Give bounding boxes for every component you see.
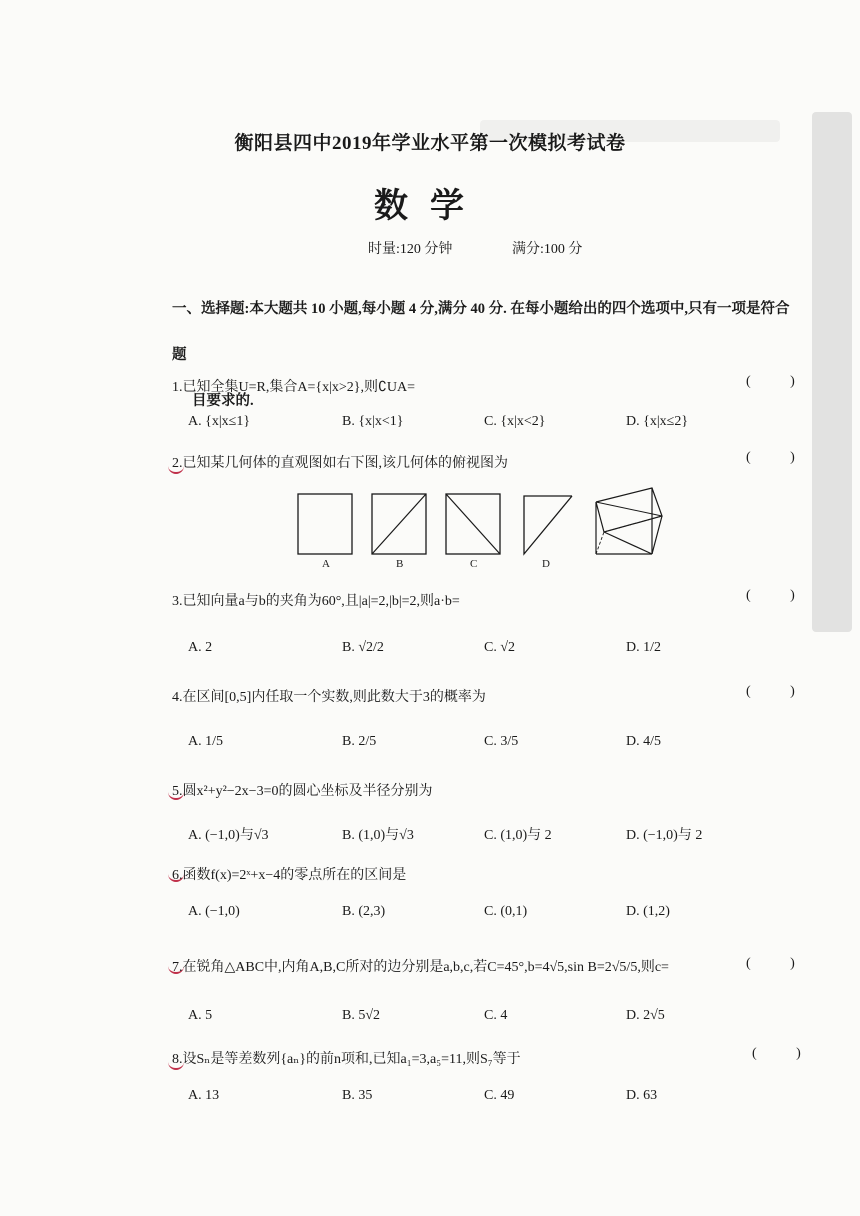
question-number: 5. <box>172 784 183 799</box>
figure-option-b[interactable] <box>370 492 430 556</box>
option-b[interactable]: B. (2,3) <box>342 904 386 919</box>
figure-option-d[interactable] <box>516 492 576 556</box>
option-b[interactable]: B. {x|x<1} <box>342 414 404 429</box>
option-d[interactable]: D. 1/2 <box>626 640 661 655</box>
option-a[interactable]: A. 2 <box>188 640 213 655</box>
answer-blank[interactable]: ( ) <box>746 684 813 699</box>
question-8 <box>172 1048 521 1068</box>
question-number: 1. <box>172 380 183 395</box>
solid-figure <box>590 480 670 570</box>
figure-label-a: A <box>322 558 330 570</box>
time-limit: 时量:120 分钟 <box>368 242 453 257</box>
option-c[interactable]: C. 3/5 <box>484 734 519 749</box>
question-text: 在区间[0,5]内任取一个实数,则此数大于3的概率为 <box>182 690 486 705</box>
option-d[interactable]: D. 4/5 <box>626 734 661 749</box>
answer-blank[interactable]: ( ) <box>752 1046 819 1061</box>
question-7 <box>172 956 669 976</box>
option-a[interactable]: A. (−1,0)与√3 <box>188 828 269 843</box>
question-number: 8. <box>172 1052 183 1067</box>
question-text: 已知全集U=R,集合A={x|x>2},则∁UA= <box>182 380 416 395</box>
option-b[interactable]: B. 5√2 <box>342 1008 381 1023</box>
option-d[interactable]: D. 2√5 <box>626 1008 665 1023</box>
section-heading <box>172 286 792 424</box>
question-2 <box>172 452 508 472</box>
question-text: 已知向量a与b的夹角为60°,且|a|=2,|b|=2,则a·b= <box>182 594 460 609</box>
figure-label-c: C <box>470 558 478 570</box>
question-text: 已知某几何体的直观图如右下图,该几何体的俯视图为 <box>182 456 508 471</box>
option-b[interactable]: B. (1,0)与√3 <box>342 828 414 843</box>
answer-blank[interactable]: ( ) <box>746 374 813 389</box>
question-number: 6. <box>172 868 183 883</box>
option-b[interactable]: B. √2/2 <box>342 640 384 655</box>
section-heading-line1: 一、选择题:本大题共 10 小题,每小题 4 分,满分 40 分. 在每小题给出的四个选项中,只有一项是符合题 <box>172 301 790 363</box>
option-c[interactable]: C. (0,1) <box>484 904 528 919</box>
option-d[interactable]: D. {x|x≤2} <box>626 414 689 429</box>
option-d[interactable]: D. (−1,0)与 2 <box>626 828 703 843</box>
option-b[interactable]: B. 2/5 <box>342 734 377 749</box>
option-a[interactable]: A. (−1,0) <box>188 904 240 919</box>
question-6 <box>172 864 406 884</box>
question-number: 4. <box>172 690 183 705</box>
answer-blank[interactable]: ( ) <box>746 956 813 971</box>
question-text: 函数f(x)=2ˣ+x−4的零点所在的区间是 <box>182 868 407 883</box>
subject-title: 数学 <box>374 188 486 225</box>
question-number: 7. <box>172 960 183 975</box>
figure-option-a[interactable] <box>296 492 356 556</box>
exam-title: 衡阳县四中2019年学业水平第一次模拟考试卷 <box>234 133 626 154</box>
figure-label-d: D <box>542 558 550 570</box>
option-a[interactable]: A. 13 <box>188 1088 220 1103</box>
question-1 <box>172 376 415 396</box>
question-text: 圆x²+y²−2x−3=0的圆心坐标及半径分别为 <box>182 784 433 799</box>
option-a[interactable]: A. 1/5 <box>188 734 223 749</box>
question-5 <box>172 780 432 800</box>
question-text: 在锐角△ABC中,内角A,B,C所对的边分别是a,b,c,若C=45°,b=4√5,sin B=2√5/5,则c= <box>182 960 669 975</box>
answer-blank[interactable]: ( ) <box>746 450 813 465</box>
question-4 <box>172 686 486 706</box>
question-3 <box>172 590 460 610</box>
answer-blank[interactable]: ( ) <box>746 588 813 603</box>
section-heading-line2: 目要求的. <box>192 393 254 409</box>
figure-label-b: B <box>396 558 404 570</box>
option-c[interactable]: C. √2 <box>484 640 516 655</box>
option-c[interactable]: C. {x|x<2} <box>484 414 546 429</box>
option-b[interactable]: B. 35 <box>342 1088 373 1103</box>
option-a[interactable]: A. 5 <box>188 1008 213 1023</box>
question-text: 设Sₙ是等差数列{aₙ}的前n项和,已知a₁=3,a₅=11,则S₇等于 <box>182 1052 521 1067</box>
option-c[interactable]: C. (1,0)与 2 <box>484 828 552 843</box>
option-c[interactable]: C. 49 <box>484 1088 515 1103</box>
option-a[interactable]: A. {x|x≤1} <box>188 414 251 429</box>
figure-option-c[interactable] <box>444 492 504 556</box>
question-number: 3. <box>172 594 183 609</box>
question-number: 2. <box>172 456 183 471</box>
option-d[interactable]: D. 63 <box>626 1088 658 1103</box>
option-c[interactable]: C. 4 <box>484 1008 508 1023</box>
full-score: 满分:100 分 <box>512 242 583 257</box>
option-d[interactable]: D. (1,2) <box>626 904 670 919</box>
